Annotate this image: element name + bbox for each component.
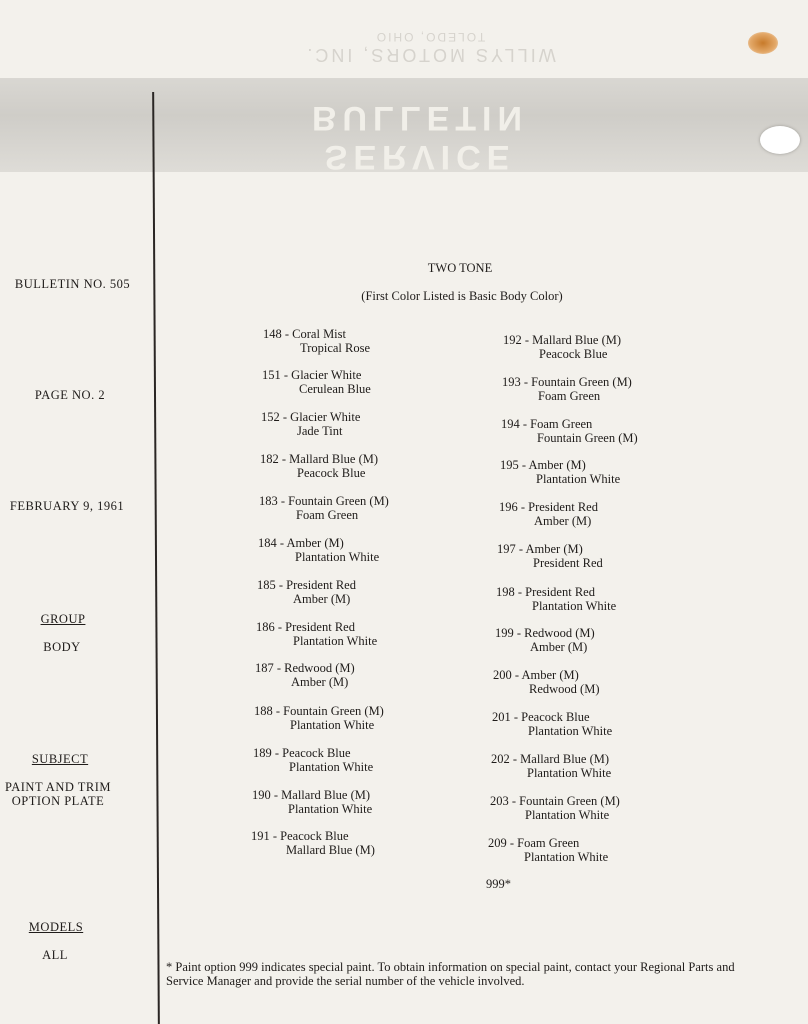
secondary-color: Peacock Blue xyxy=(297,466,366,480)
subject-line-2: OPTION PLATE xyxy=(11,794,105,808)
paint-code: 209 - xyxy=(488,836,515,850)
models-label: MODELS xyxy=(28,920,84,934)
paint-code: 152 - xyxy=(261,410,288,424)
list-item xyxy=(255,661,355,689)
paint-code: 198 - xyxy=(496,585,523,599)
list-item xyxy=(503,333,621,361)
paint-code: 189 - xyxy=(253,746,280,760)
list-item xyxy=(251,829,375,857)
primary-color: Amber (M) xyxy=(525,542,583,556)
list-item xyxy=(263,327,370,355)
primary-color: Fountain Green (M) xyxy=(288,494,389,508)
secondary-color: Tropical Rose xyxy=(300,341,371,355)
bulletin-number: BULLETIN NO. 505 xyxy=(14,277,131,291)
list-item xyxy=(493,668,599,696)
list-item xyxy=(253,746,373,774)
stain-mark xyxy=(748,32,778,54)
paint-code: 148 - xyxy=(263,327,290,341)
list-item xyxy=(502,375,632,403)
bulletin-date: FEBRUARY 9, 1961 xyxy=(9,499,125,513)
primary-color: President Red xyxy=(528,500,598,514)
primary-color: Amber (M) xyxy=(286,536,344,550)
primary-color: Mallard Blue (M) xyxy=(289,452,379,466)
primary-color: Amber (M) xyxy=(528,458,586,472)
list-item xyxy=(256,620,377,648)
primary-color: Amber (M) xyxy=(521,668,579,682)
paint-code: 190 - xyxy=(252,788,279,802)
group-value: BODY xyxy=(43,640,81,654)
list-item xyxy=(495,626,595,654)
list-item xyxy=(500,458,620,486)
list-item xyxy=(501,417,638,445)
secondary-color: Cerulean Blue xyxy=(299,382,371,396)
list-item xyxy=(254,704,384,732)
primary-color: Peacock Blue xyxy=(282,746,351,760)
primary-color: President Red xyxy=(525,585,595,599)
secondary-color: Plantation White xyxy=(295,550,380,564)
list-item xyxy=(492,710,612,738)
list-item xyxy=(262,368,371,396)
secondary-color: President Red xyxy=(533,556,603,570)
footnote: * Paint option 999 indicates special paint. To obtain information on special paint, contact your Regional Parts and Service Manager and provide the serial number of the vehicle involved. xyxy=(166,960,735,988)
group-label: GROUP xyxy=(40,612,86,626)
secondary-color: Amber (M) xyxy=(530,640,588,654)
paint-code: 185 - xyxy=(257,578,284,592)
paint-code: 201 - xyxy=(492,710,519,724)
paint-code: 184 - xyxy=(258,536,285,550)
models-value: ALL xyxy=(42,948,68,962)
list-item xyxy=(499,500,598,528)
secondary-color: Amber (M) xyxy=(293,592,351,606)
paint-code: 195 - xyxy=(500,458,527,472)
primary-color: Fountain Green (M) xyxy=(531,375,632,389)
secondary-color: Plantation White xyxy=(524,850,609,864)
paint-code: 187 - xyxy=(255,661,282,675)
list-item xyxy=(259,494,389,522)
secondary-color: Plantation White xyxy=(532,599,617,613)
secondary-color: Plantation White xyxy=(293,634,378,648)
primary-color: Glacier White xyxy=(290,410,361,424)
list-item xyxy=(261,410,360,438)
secondary-color: Plantation White xyxy=(289,760,374,774)
primary-color: Mallard Blue (M) xyxy=(532,333,622,347)
primary-color: President Red xyxy=(285,620,355,634)
section-subtitle: (First Color Listed is Basic Body Color) xyxy=(361,289,563,303)
subject-line-1: PAINT AND TRIM xyxy=(4,780,112,794)
paint-code: 151 - xyxy=(262,368,289,382)
paint-code: 191 - xyxy=(251,829,278,843)
paint-code: 192 - xyxy=(503,333,530,347)
primary-color: Redwood (M) xyxy=(524,626,595,640)
list-item xyxy=(490,794,620,822)
secondary-color: Fountain Green (M) xyxy=(537,431,638,445)
punch-hole xyxy=(760,126,800,154)
secondary-color: Plantation White xyxy=(290,718,375,732)
paint-code: 183 - xyxy=(259,494,286,508)
primary-color: Foam Green xyxy=(530,417,593,431)
list-item xyxy=(257,578,356,606)
list-item xyxy=(258,536,379,564)
paint-code: 202 - xyxy=(491,752,518,766)
primary-color: Peacock Blue xyxy=(280,829,349,843)
list-item xyxy=(252,788,372,816)
secondary-color: Amber (M) xyxy=(291,675,349,689)
primary-color: Coral Mist xyxy=(292,327,346,341)
list-item xyxy=(497,542,603,570)
secondary-color: Redwood (M) xyxy=(529,682,600,696)
header-bleedthrough: SERVICE BULLETIN xyxy=(311,99,529,176)
special-paint-code: 999* xyxy=(486,877,511,891)
primary-color: Foam Green xyxy=(517,836,580,850)
primary-color: Redwood (M) xyxy=(284,661,355,675)
page-number: PAGE NO. 2 xyxy=(34,388,106,402)
list-item xyxy=(260,452,378,480)
secondary-color: Mallard Blue (M) xyxy=(286,843,375,857)
primary-color: Glacier White xyxy=(291,368,362,382)
secondary-color: Foam Green xyxy=(538,389,601,403)
secondary-color: Jade Tint xyxy=(297,424,343,438)
primary-color: Fountain Green (M) xyxy=(283,704,384,718)
paint-code: 200 - xyxy=(493,668,520,682)
letterhead-bleedthrough: WILLYS MOTORS, INC. TOLEDO, OHIO xyxy=(304,30,556,65)
secondary-color: Plantation White xyxy=(527,766,612,780)
paint-code: 186 - xyxy=(256,620,283,634)
secondary-color: Amber (M) xyxy=(534,514,592,528)
paint-code: 182 - xyxy=(260,452,287,466)
list-item xyxy=(488,836,608,864)
paint-code: 199 - xyxy=(495,626,522,640)
list-item xyxy=(496,585,616,613)
paint-code: 197 - xyxy=(497,542,524,556)
paint-code: 194 - xyxy=(501,417,528,431)
secondary-color: Foam Green xyxy=(296,508,359,522)
subject-label: SUBJECT xyxy=(31,752,89,766)
secondary-color: Plantation White xyxy=(536,472,621,486)
secondary-color: Plantation White xyxy=(528,724,613,738)
secondary-color: Plantation White xyxy=(288,802,373,816)
primary-color: Fountain Green (M) xyxy=(519,794,620,808)
section-title: TWO TONE xyxy=(427,261,493,275)
secondary-color: Plantation White xyxy=(525,808,610,822)
paint-code: 188 - xyxy=(254,704,281,718)
primary-color: Mallard Blue (M) xyxy=(281,788,371,802)
primary-color: President Red xyxy=(286,578,356,592)
paint-code: 193 - xyxy=(502,375,529,389)
paint-code: 203 - xyxy=(490,794,517,808)
paint-code: 196 - xyxy=(499,500,526,514)
list-item xyxy=(491,752,611,780)
primary-color: Mallard Blue (M) xyxy=(520,752,610,766)
secondary-color: Peacock Blue xyxy=(539,347,608,361)
primary-color: Peacock Blue xyxy=(521,710,590,724)
